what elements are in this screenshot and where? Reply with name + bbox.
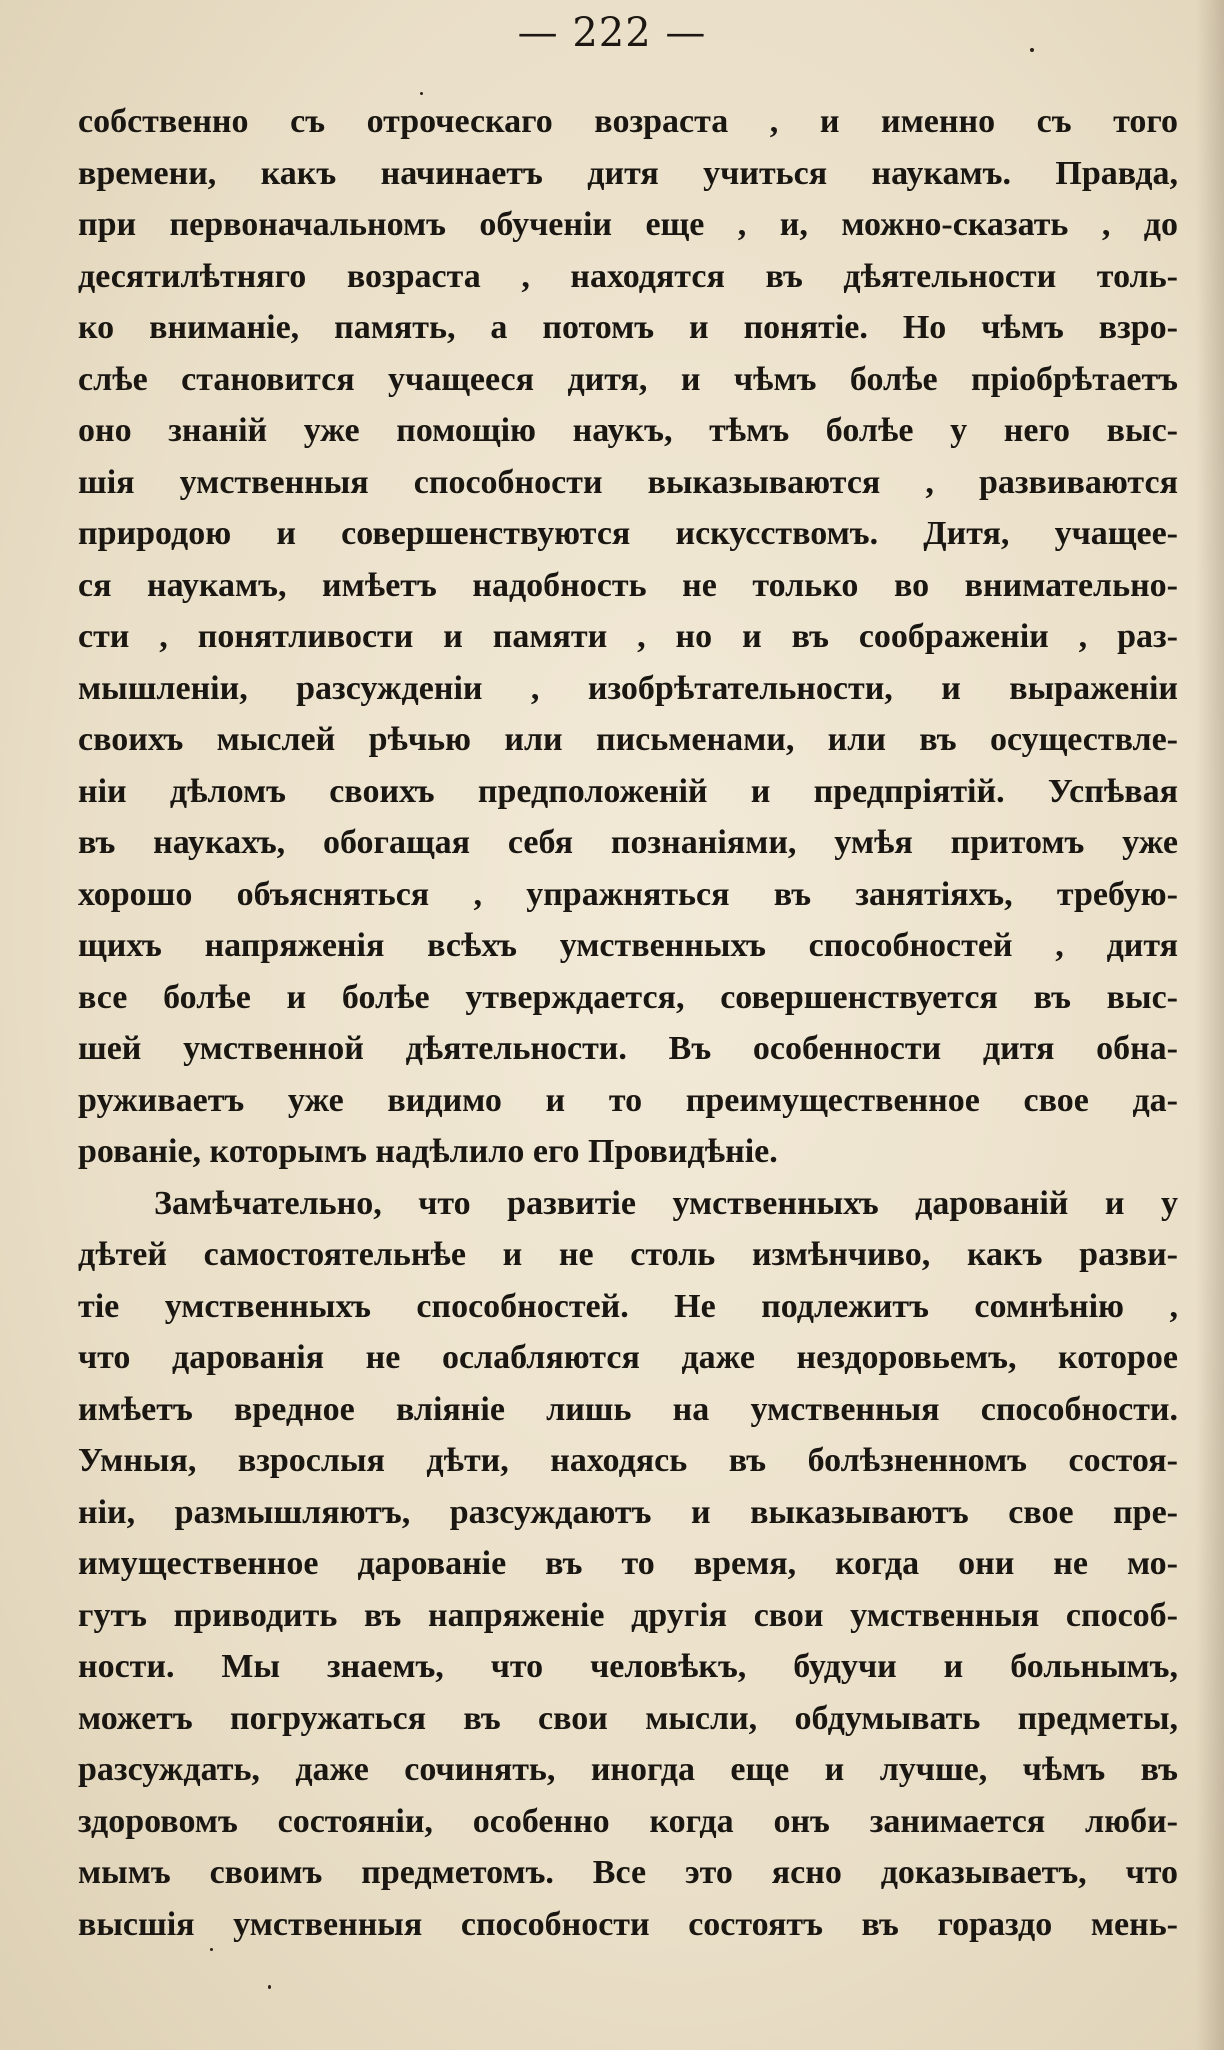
text-line: что дарованія не ослабляются даже нездоровьемъ, которое [78,1339,1178,1376]
text-line: Замѣчательно, что развитіе умственныхъ дарованій и у [154,1184,1178,1222]
text-line: тіе умственныхъ способностей. Не подлежитъ сомнѣнію , [78,1287,1178,1325]
text-line: ко вниманіе, память, а потомъ и понятіе. Но чѣмъ взро- [78,309,1178,346]
text-line: своихъ мыслей рѣчью или письменами, или въ осуществле- [78,721,1178,758]
text-line: ніи, размышляютъ, разсуждаютъ и выказываютъ свое пре- [78,1493,1178,1531]
text-line: хорошо объясняться , упражняться въ занятіяхъ, требую- [78,875,1178,913]
paper-speck [210,1948,213,1951]
text-line: шей умственной дѣятельности. Въ особенности дитя обна- [78,1030,1178,1067]
text-line: имущественное дарованіе въ то время, когда они не мо- [78,1545,1178,1582]
paper-speck [268,1985,271,1989]
text-line: гутъ приводить въ напряженіе другія свои умственныя способ- [78,1596,1178,1634]
text-line: собственно съ отроческаго возраста , и именно съ того [78,103,1178,140]
text-line: при первоначальномъ обученіи еще , и, можно-сказать , до [78,206,1178,243]
text-line: руживаетъ уже видимо и то преимущественное свое да- [78,1081,1178,1119]
text-line: ніи дѣломъ своихъ предположеній и предпріятій. Успѣвая [78,772,1178,810]
text-line: десятилѣтняго возраста , находятся въ дѣятельности толь- [78,257,1178,295]
text-line: разсуждать, даже сочинять, иногда еще и лучше, чѣмъ въ [78,1751,1178,1788]
text-line: Умныя, взрослыя дѣти, находясь въ болѣзненномъ состоя- [78,1442,1178,1479]
text-line: здоровомъ состояніи, особенно когда онъ занимается люби- [78,1802,1178,1840]
text-line: щихъ напряженія всѣхъ умственныхъ способностей , дитя [78,927,1178,964]
page-number: — 222 — [517,10,707,56]
text-line: шія умственныя способности выказываются , развиваются [78,463,1178,501]
text-line: высшія умственныя способности состоятъ въ гораздо мень- [78,1905,1178,1943]
text-line: времени, какъ начинаетъ дитя учиться наукамъ. Правда, [78,154,1178,192]
page-edge-shadow [1196,0,1224,2050]
text-line: можетъ погружаться въ свои мысли, обдумывать предметы, [78,1699,1178,1737]
text-line: рованіе, которымъ надѣлило его Провидѣніе. [78,1133,778,1170]
text-line: имѣетъ вредное вліяніе лишь на умственныя способности. [78,1390,1178,1428]
text-line: сти , понятливости и памяти , но и въ соображеніи , раз- [78,618,1178,655]
text-line: оно знаній уже помощію наукъ, тѣмъ болѣе у него выс- [78,412,1178,449]
paper-speck [1030,48,1034,52]
text-line: ся наукамъ, имѣетъ надобность не только во внимательно- [78,566,1178,604]
paper-speck [420,92,423,95]
text-line: все болѣе и болѣе утверждается, совершенствуется въ выс- [78,978,1178,1016]
text-line: мышленіи, разсужденіи , изобрѣтательности, и выраженіи [78,669,1178,707]
text-line: мымъ своимъ предметомъ. Все это ясно доказываетъ, что [78,1854,1178,1891]
page-text [78,96,1178,1950]
text-line: природою и совершенствуются искусствомъ. Дитя, учащее- [78,515,1178,552]
text-line: слѣе становится учащееся дитя, и чѣмъ болѣе пріобрѣтаетъ [78,360,1178,398]
text-line: ности. Мы знаемъ, что человѣкъ, будучи и больнымъ, [78,1648,1178,1685]
text-line: въ наукахъ, обогащая себя познаніями, умѣя притомъ уже [78,824,1178,861]
text-line: дѣтей самостоятельнѣе и не столь измѣнчиво, какъ разви- [78,1236,1178,1273]
